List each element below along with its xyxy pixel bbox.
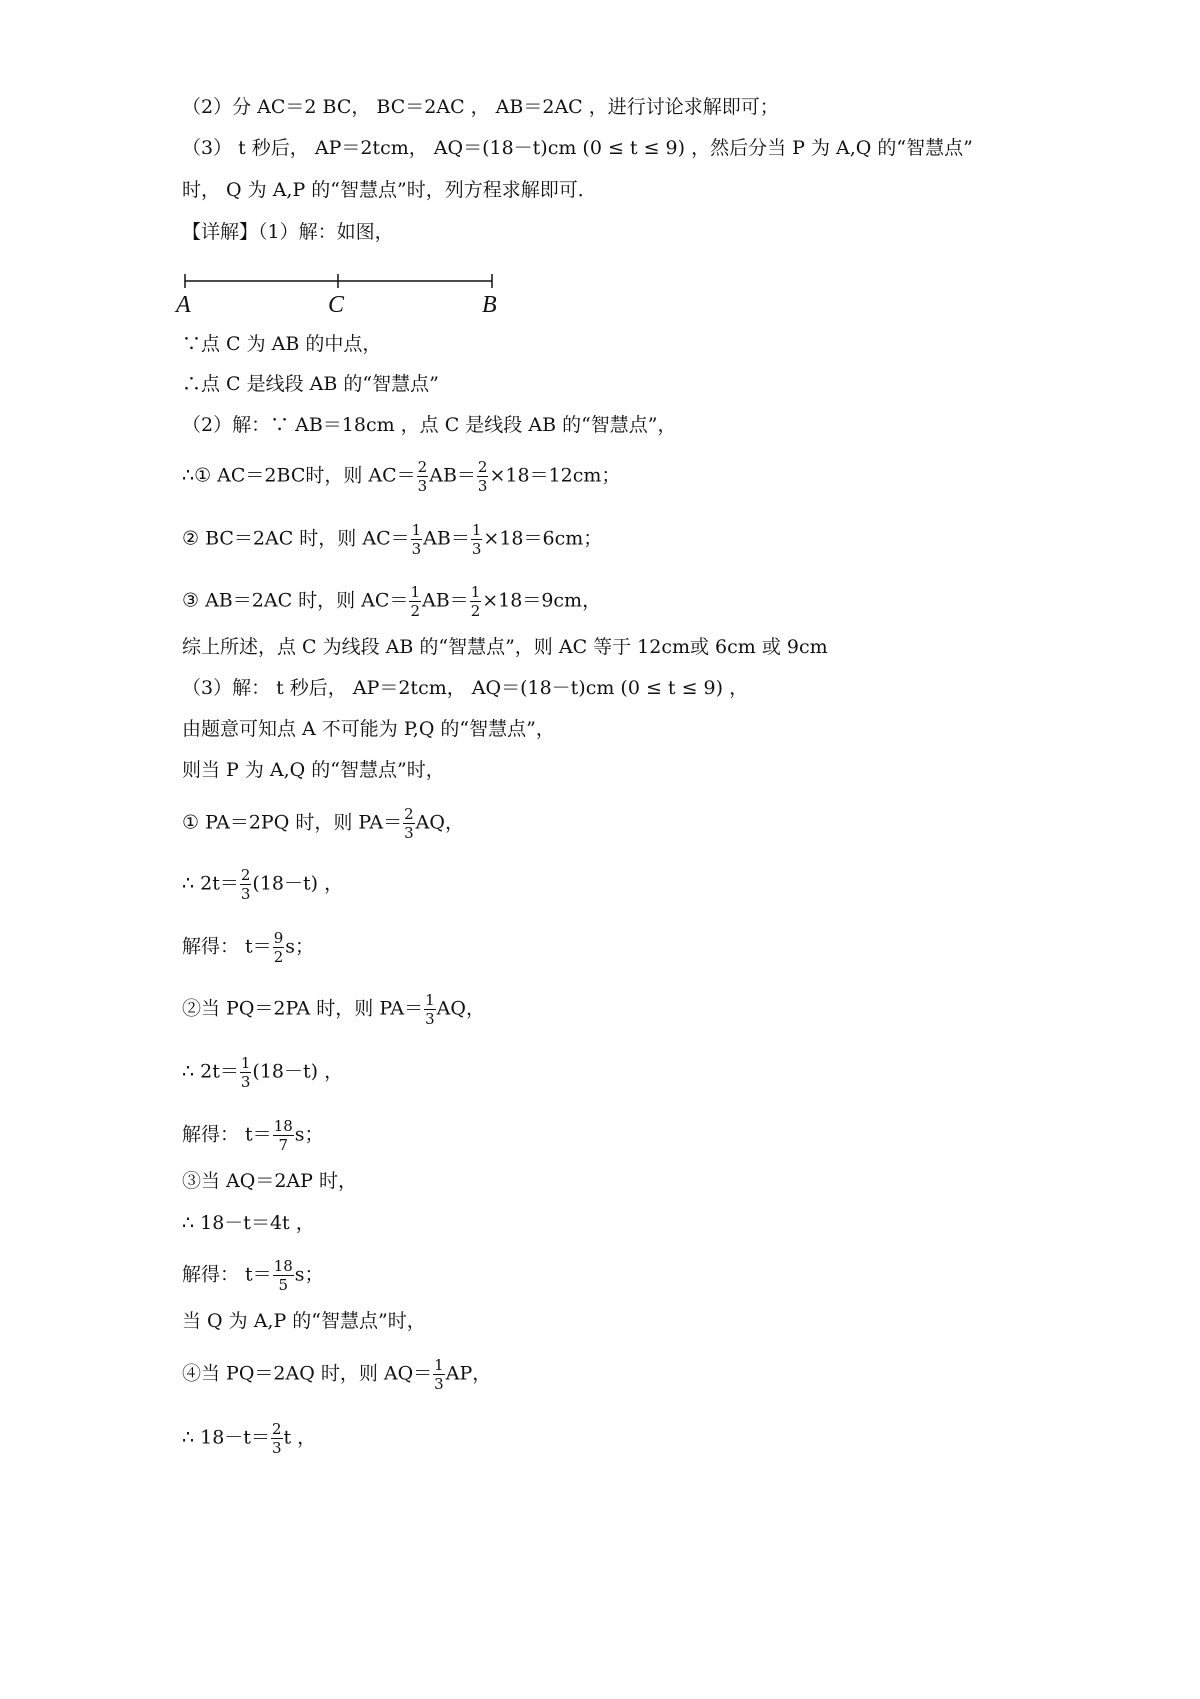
text-line: ∴ 18－t＝4t ， bbox=[182, 1212, 315, 1234]
equation-line: ③ AB＝2AC 时，则 AC＝ $\frac{1}{2}$ AB＝ $\frac{1}{2}$ ×18＝9cm， bbox=[182, 583, 602, 620]
equation-line: ②当 PQ＝2PA 时，则 PA＝ $\frac{1}{3}$ AQ， bbox=[182, 991, 485, 1028]
fraction: $\frac{1}{3}$ bbox=[411, 521, 422, 558]
fraction: $\frac{18}{7}$ bbox=[273, 1117, 293, 1154]
fraction: $\frac{1}{3}$ bbox=[425, 991, 435, 1028]
equation-line: 解得： t＝ $\frac{18}{7}$ s； bbox=[182, 1117, 324, 1154]
text-line: （3）解： t 秒后， AP＝2tcm， AQ＝(18－t)cm (0 ≤ t ≤ 9) ， bbox=[182, 677, 749, 699]
equation-line: ∴ 2t＝ $\frac{1}{3}$ (18－t) ， bbox=[182, 1054, 344, 1091]
equation-line: ① PA＝2PQ 时，则 PA＝ $\frac{2}{3}$ AQ， bbox=[182, 805, 464, 842]
fraction: $\frac{2}{3}$ bbox=[477, 458, 488, 495]
point-label-c: C bbox=[328, 292, 345, 318]
fraction: $\frac{2}{3}$ bbox=[417, 458, 428, 495]
equation-line: 解得： t＝ $\frac{18}{5}$ s； bbox=[182, 1257, 324, 1294]
fraction: $\frac{2}{3}$ bbox=[404, 805, 414, 842]
text-line: （2）解：∵ AB＝18cm ，点 C 是线段 AB 的“智慧点”， bbox=[182, 414, 677, 436]
fraction: $\frac{1}{2}$ bbox=[470, 583, 481, 620]
text-line: （3） t 秒后， AP＝2tcm， AQ＝(18－t)cm (0 ≤ t ≤ 9) ，然后分当 P 为 A,Q 的“智慧点” bbox=[182, 137, 973, 159]
section-heading: 【详解】（1）解：如图， bbox=[182, 221, 394, 243]
point-label-a: A bbox=[176, 292, 191, 318]
text-line: 由题意可知点 A 不可能为 P,Q 的“智慧点”， bbox=[182, 718, 555, 740]
text-line: 则当 P 为 A,Q 的“智慧点”时， bbox=[182, 759, 445, 781]
fraction: $\frac{1}{3}$ bbox=[471, 521, 482, 558]
equation-line: ∴ 18－t＝ $\frac{2}{3}$ t ， bbox=[182, 1420, 317, 1457]
equation-line: ② BC＝2AC 时，则 AC＝ $\frac{1}{3}$ AB＝ $\frac{1}{3}$ ×18＝6cm； bbox=[182, 521, 603, 558]
text-line: ∵点 C 为 AB 的中点， bbox=[182, 333, 382, 355]
fraction: $\frac{1}{3}$ bbox=[240, 1054, 251, 1091]
equation-line: ④当 PQ＝2AQ 时，则 AQ＝ $\frac{1}{3}$ AP， bbox=[182, 1356, 492, 1393]
fraction: $\frac{1}{3}$ bbox=[434, 1356, 444, 1393]
text-line: 时， Q 为 A,P 的“智慧点”时，列方程求解即可． bbox=[182, 179, 597, 201]
fraction: $\frac{1}{2}$ bbox=[410, 583, 420, 620]
text-line: ∴点 C 是线段 AB 的“智慧点” bbox=[182, 373, 439, 395]
fraction: $\frac{2}{3}$ bbox=[271, 1420, 282, 1457]
text-line: 综上所述，点 C 为线段 AB 的“智慧点”，则 AC 等于 12cm或 6cm 或 9cm bbox=[182, 636, 828, 658]
text-line: ③当 AQ＝2AP 时， bbox=[182, 1170, 357, 1192]
text-line: 当 Q 为 A,P 的“智慧点”时， bbox=[182, 1310, 426, 1332]
text-line: （2）分 AC＝2 BC， BC＝2AC ， AB＝2AC ，进行讨论求解即可； bbox=[182, 96, 779, 118]
equation-line: 解得： t＝ $\frac{9}{2}$ s； bbox=[182, 929, 314, 966]
equation-line: ∴① AC＝2BC时，则 AC＝ $\frac{2}{3}$ AB＝ $\frac{2}{3}$ ×18＝12cm； bbox=[182, 458, 621, 495]
fraction: $\frac{9}{2}$ bbox=[273, 929, 284, 966]
fraction: $\frac{2}{3}$ bbox=[240, 866, 251, 903]
point-label-b: B bbox=[482, 292, 497, 318]
equation-line: ∴ 2t＝ $\frac{2}{3}$ (18－t) ， bbox=[182, 866, 344, 903]
fraction: $\frac{18}{5}$ bbox=[273, 1257, 293, 1294]
line-segment-diagram bbox=[176, 272, 542, 322]
